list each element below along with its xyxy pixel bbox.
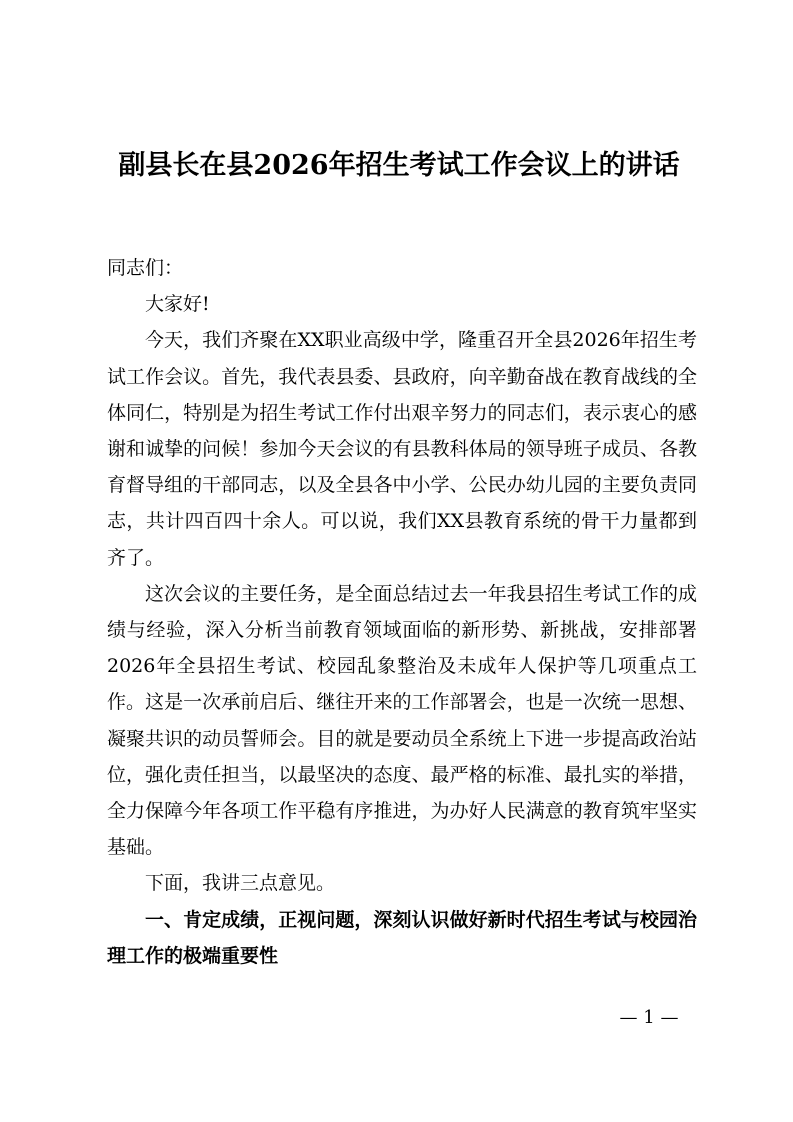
salutation: 同志们： — [107, 257, 184, 279]
body-paragraph: 今天，我们齐聚在XX职业高级中学，隆重召开全县2026年招生考试工作会议。首先，我代表县委、县政府，向辛勤奋战在教育战线的全体同仁，特别是为招生考试工作付出艰辛努力的同志们，表示衷心的感谢和诚挚的问候！参加今天会议的有县教科体局的领导班子成员、各教育督导组的干部同志，以及全县各中小学、公民办幼儿园的主要负责同志，共计四百四十余人。可以说，我们XX县教育系统的骨干力量都到齐了。 — [107, 329, 697, 569]
body-paragraph: 这次会议的主要任务，是全面总结过去一年我县招生考试工作的成绩与经验，深入分析当前教育领域面临的新形势、新挑战，安排部署2026年全县招生考试、校园乱象整治及未成年人保护等几项重点工作。这是一次承前启后、继往开来的工作部署会，也是一次统一思想、凝聚共识的动员誓师会。目的就是要动员全系统上下进一步提高政治站位，强化责任担当，以最坚决的态度、最严格的标准、最扎实的举措，全力保障今年各项工作平稳有序推进，为办好人民满意的教育筑牢坚实基础。 — [107, 582, 697, 859]
document-title: 副县长在县2026年招生考试工作会议上的讲话 — [118, 150, 680, 181]
document-body — [107, 250, 697, 974]
section-heading: 一、肯定成绩，正视问题，深刻认识做好新时代招生考试与校园治理工作的极端重要性 — [107, 908, 697, 967]
body-paragraph: 下面，我讲三点意见。 — [145, 872, 336, 895]
page-number: — 1 — — [619, 1007, 679, 1028]
greeting: 大家好! — [145, 293, 210, 316]
